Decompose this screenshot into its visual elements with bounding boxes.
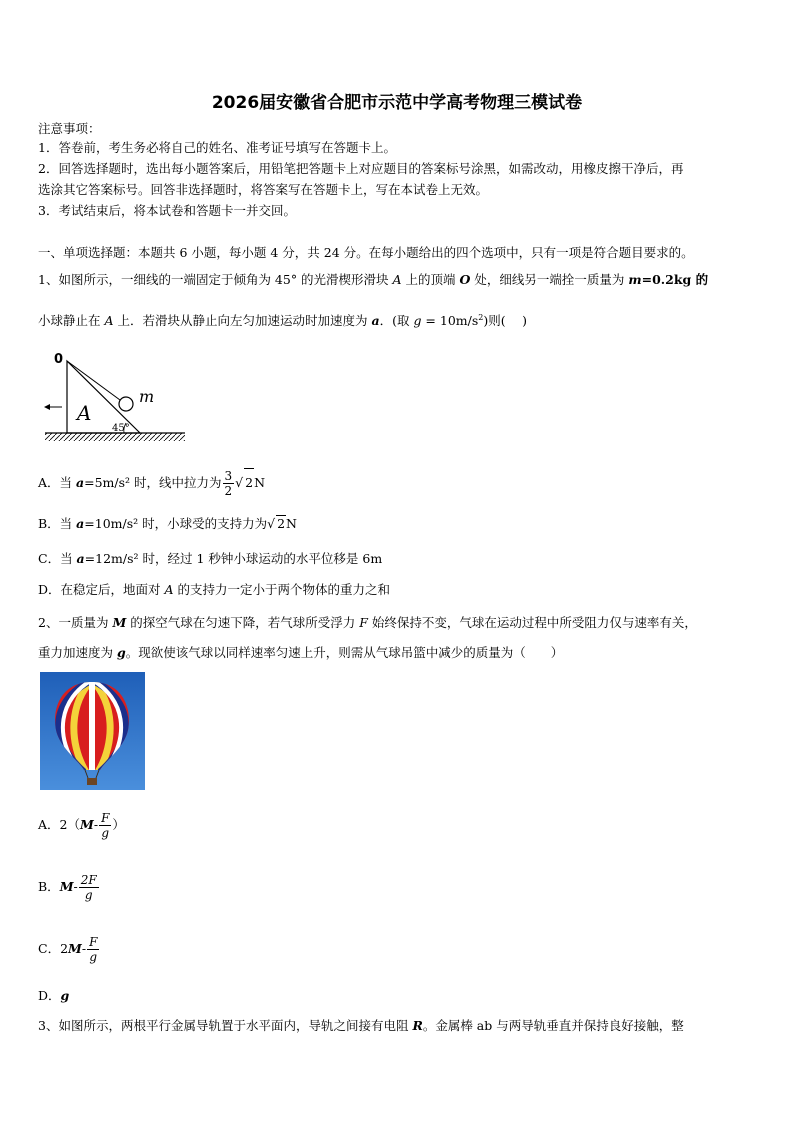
text: ．(取 [379, 313, 414, 329]
ground-hatch [45, 433, 185, 441]
text: 2、一质量为 [38, 615, 113, 630]
q2-stem-line2 [38, 645, 563, 661]
string-line [67, 361, 120, 400]
q3-stem-line1 [38, 1018, 684, 1034]
label-O: 0 [54, 352, 64, 367]
radicand: 2 [244, 468, 254, 497]
q1-option-b: B．当 a=10m/s² 时，小球受的支持力为√ 2N [38, 516, 297, 531]
q2-stem-line1 [38, 615, 697, 631]
var-M: M [112, 615, 127, 630]
text: - [73, 879, 78, 894]
text: - [81, 941, 87, 956]
var-O: O [459, 272, 471, 287]
text: 上的顶端 [401, 272, 460, 287]
text: D．在稳定后，地面对 [38, 582, 165, 597]
section-heading: 一、单项选择题：本题共 6 小题，每小题 4 分，共 24 分。在每小题给出的四个选项中，只有一项是符合题目要求的。 [38, 245, 694, 260]
denominator: g [101, 826, 110, 840]
notice-item: 1．答卷前，考生务必将自己的姓名、准考证号填写在答题卡上。 [38, 140, 396, 155]
text: A．当 [38, 475, 77, 490]
q1-option-c [38, 551, 382, 567]
var-a: a [76, 475, 85, 490]
var-R: R [412, 1018, 423, 1033]
text: - [93, 817, 99, 832]
text: B． [38, 879, 60, 894]
radicand: 2 [277, 516, 286, 531]
label-A: A [77, 401, 92, 425]
fraction [223, 469, 235, 498]
text: 始终保持不变，气球在运动过程中所受阻力仅与速率有关， [367, 615, 697, 630]
unit: N [286, 516, 297, 531]
q2-option-d [38, 988, 69, 1004]
text: 的支持力一定小于两个物体的重力之和 [173, 582, 391, 597]
q1-option-d [38, 582, 390, 598]
page-title: 2026届安徽省合肥市示范中学高考物理三模试卷 [211, 93, 583, 113]
var-M: M [68, 941, 82, 956]
text: C．2 [38, 941, 69, 956]
label-m: m [139, 387, 155, 406]
var-g: g [413, 313, 422, 329]
text: 小球静止在 [38, 313, 105, 329]
q1-wedge-figure [40, 345, 200, 445]
denominator: g [89, 950, 98, 964]
text: 处，细线另一端拴一质量为 [470, 272, 629, 287]
fraction [99, 811, 111, 840]
text: 。金属棒 ab 与两导轨垂直并保持良好接触，整 [422, 1018, 684, 1033]
numerator: 2F [80, 873, 97, 887]
text: 3、如图所示，两根平行金属导轨置于水平面内，导轨之间接有电阻 [38, 1018, 413, 1033]
var-g: g [116, 645, 126, 660]
var-a: a [371, 313, 380, 329]
text: = 10m/s [421, 313, 479, 329]
text: 重力加速度为 [38, 645, 117, 660]
text: 的探空气球在匀速下降，若气球所受浮力 [126, 615, 360, 630]
q2-option-a [38, 808, 125, 842]
label-angle: 45° [112, 423, 130, 434]
q2-option-b [38, 870, 100, 904]
text: 。现欲使该气球以同样速率匀速上升，则需从气球吊篮中减少的质量为（ ） [125, 645, 564, 660]
text: C．当 [38, 551, 77, 566]
ball-circle [119, 397, 133, 411]
denominator: g [84, 888, 93, 902]
var-A: A [392, 272, 402, 287]
text: ） [112, 817, 125, 832]
fraction [79, 873, 99, 902]
fraction [87, 935, 99, 964]
var-a: a [76, 516, 85, 531]
numerator: F [101, 811, 110, 825]
text: 1、如图所示，一细线的一端固定于倾角为 45° 的光滑楔形滑块 [38, 272, 393, 287]
numerator: F [89, 935, 98, 949]
denominator: 2 [224, 484, 233, 498]
q2-option-c [38, 932, 100, 966]
q1-stem-line1 [38, 272, 708, 288]
text: =5m/s² 时，线中拉力为 [84, 475, 222, 490]
q1-stem-line2 [38, 310, 527, 329]
unit: N [254, 475, 266, 490]
var-g: g [60, 988, 70, 1003]
balloon-basket [87, 778, 97, 785]
notice-item: 3．考试结束后，将本试卷和答题卡一并交回。 [38, 203, 296, 218]
text: =0.2kg 的 [641, 272, 709, 287]
q1-option-a: A．当 a=5m/s² 时，线中拉力为 $\frac{3}{2}$ √ 2N [38, 469, 266, 498]
text: =12m/s² 时，经过 1 秒钟小球运动的水平位移是 6m [84, 551, 383, 566]
notice-item: 选涂其它答案标号。回答非选择题时，将答案写在答题卡上，写在本试卷上无效。 [38, 182, 489, 197]
text: 上．若滑块从静止向左匀加速运动时加速度为 [113, 313, 372, 329]
var-A: A [104, 313, 114, 329]
hot-air-balloon-image [40, 672, 145, 790]
text: A．2（ [38, 817, 80, 832]
arrowhead-icon [44, 404, 50, 410]
notice-heading: 注意事项： [38, 121, 101, 136]
text: B．当 [38, 516, 77, 531]
var-m: m [628, 272, 642, 287]
text: D． [38, 988, 61, 1003]
numerator: 3 [224, 469, 233, 483]
superscript: 2 [478, 313, 484, 322]
var-M: M [79, 817, 94, 832]
notice-item: 2．回答选择题时，选出每小题答案后，用铅笔把答题卡上对应题目的答案标号涂黑，如需改动，用橡皮擦干净后，再 [38, 161, 684, 176]
var-a: a [76, 551, 85, 566]
var-F: F [359, 615, 368, 630]
var-M: M [59, 879, 74, 894]
text: =10m/s² 时，小球受的支持力为 [84, 516, 268, 531]
text: )则( ) [483, 313, 527, 329]
var-A: A [164, 582, 174, 597]
